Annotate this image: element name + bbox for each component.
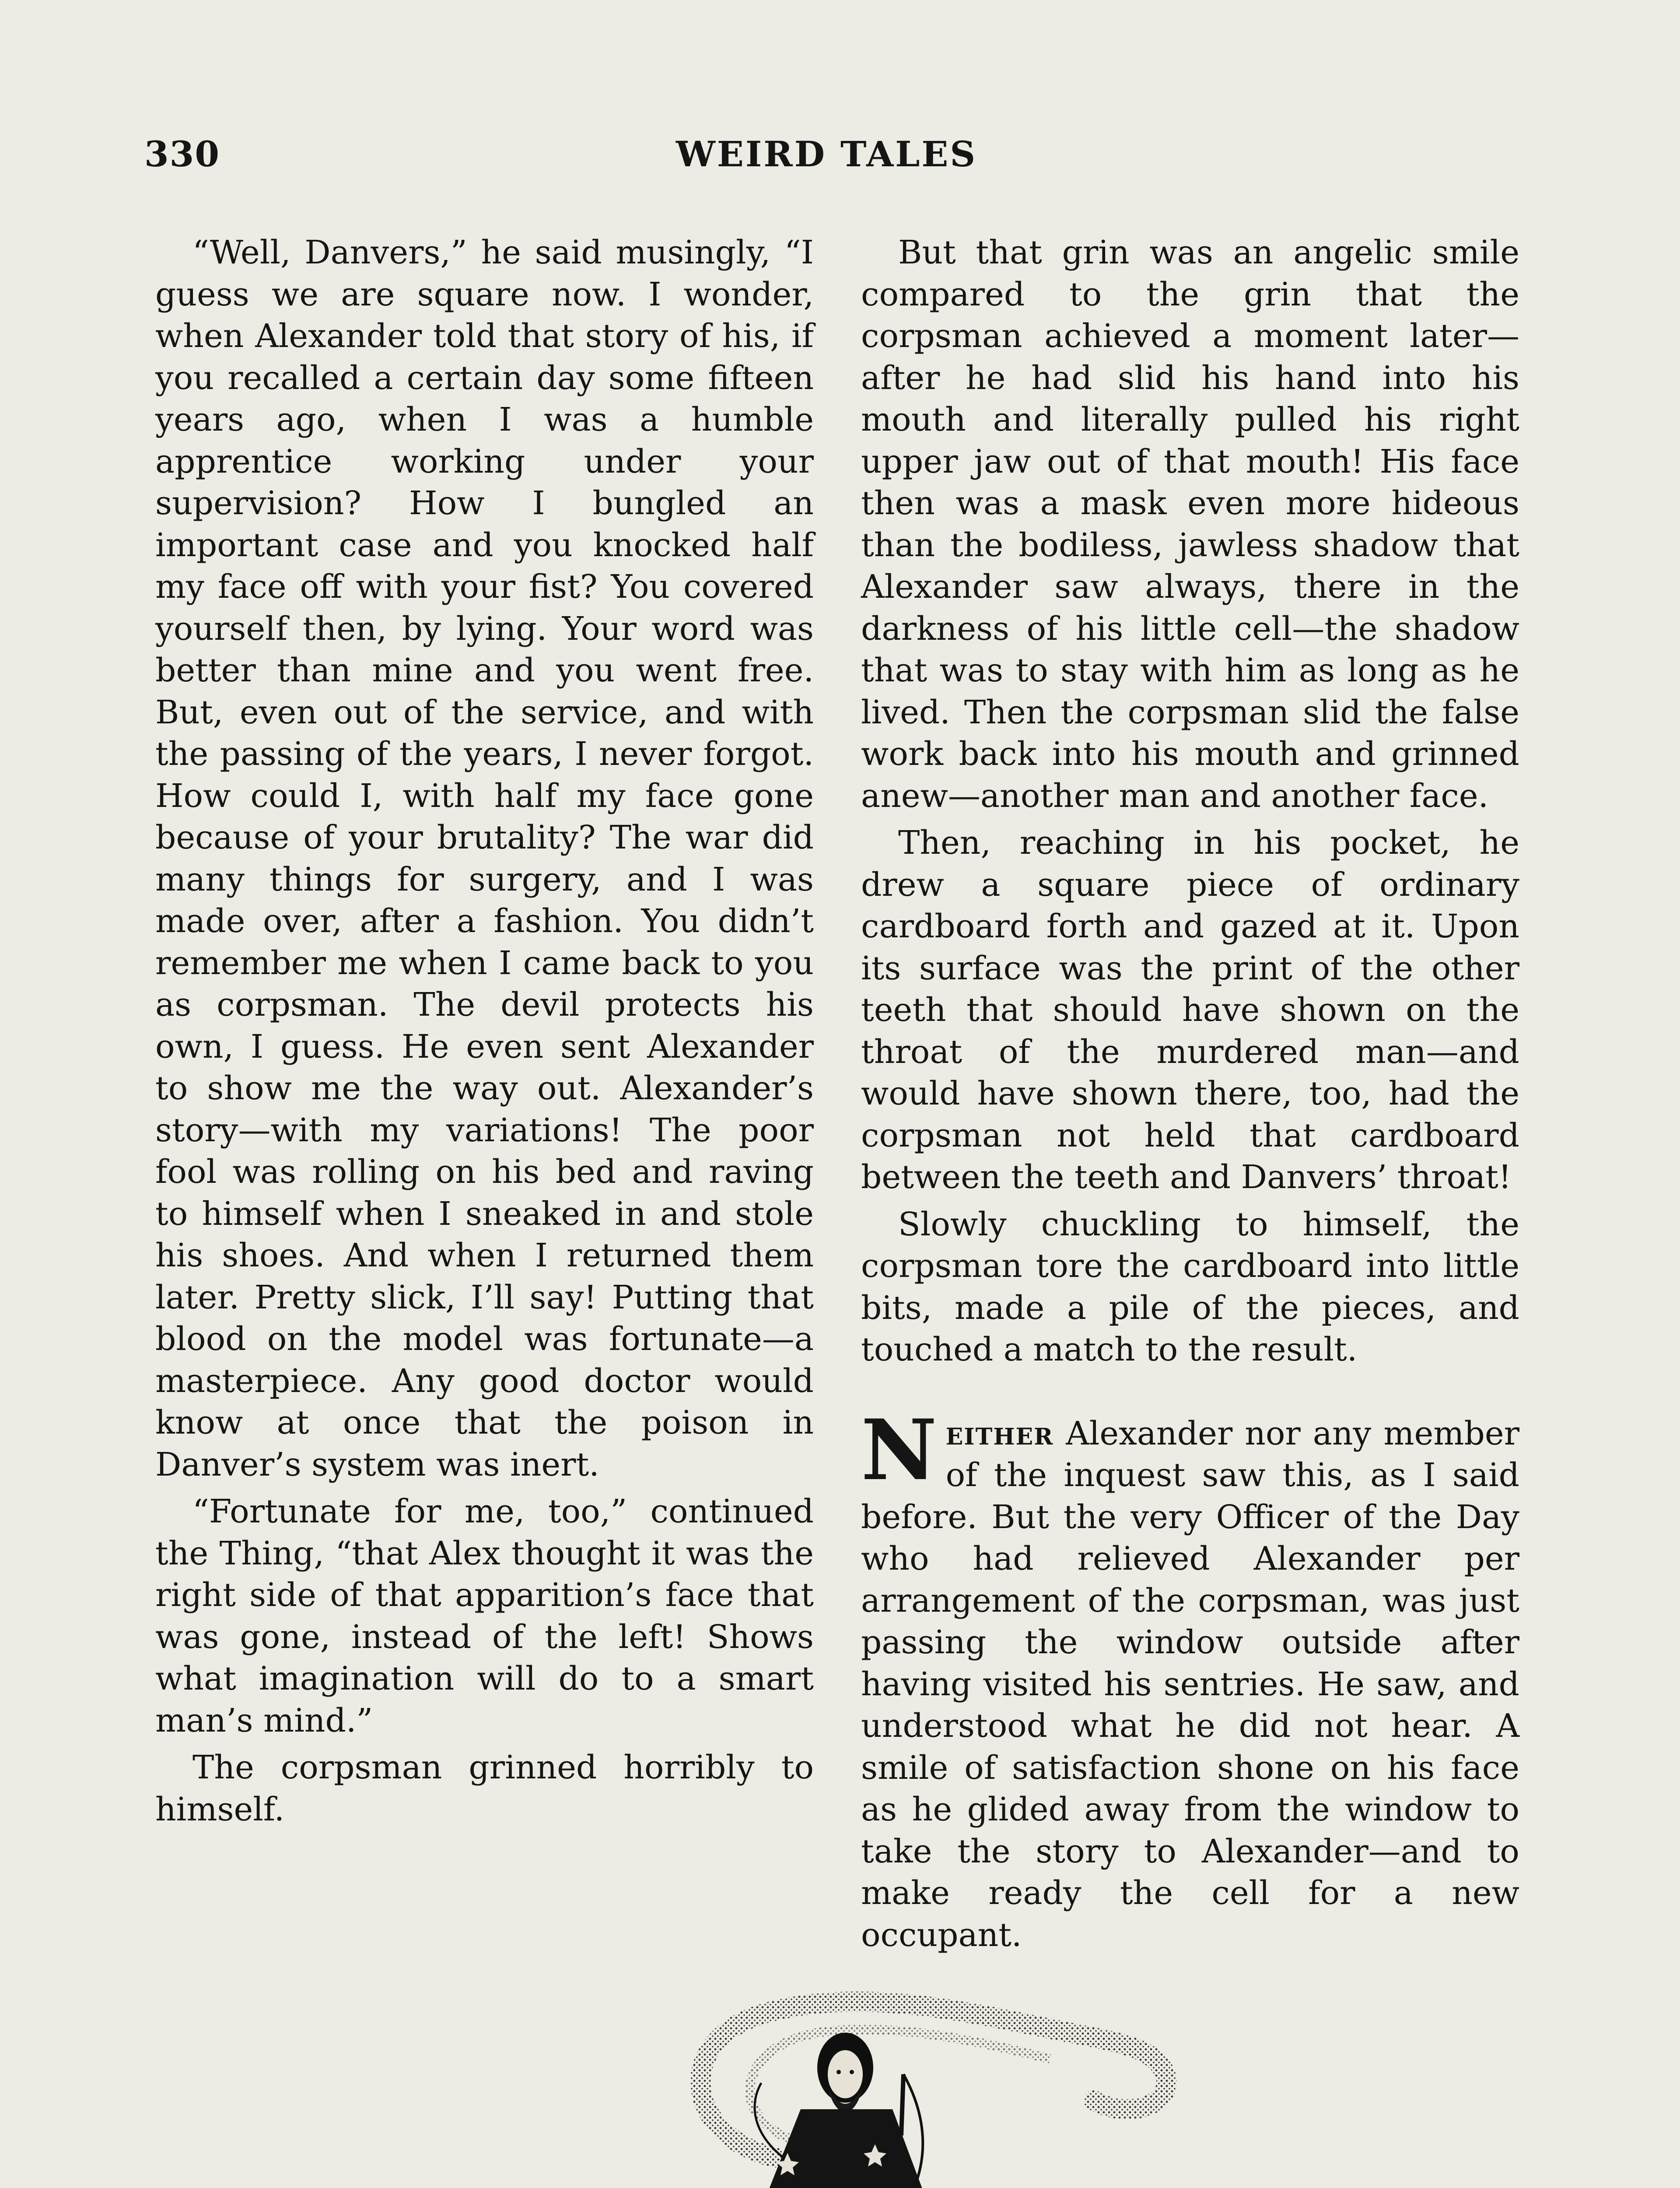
paragraph (861, 1401, 1519, 1957)
paragraph: Then, reaching in his pocket, he drew a square piece of ordinary cardboard forth and gazed at it. Upon its surface was the print of the other teeth that should have shown on the throat of the murdered man—and would have shown there, too, had the corpsman not held that cardboard between the teeth and Danvers’ throat! (861, 824, 1519, 1196)
paragraph: The corpsman grinned horribly to himself. (155, 1749, 814, 1828)
seated-figure-illustration (630, 1969, 1181, 2188)
section-break (861, 1371, 1519, 1413)
right-column (861, 232, 1519, 1956)
paragraph: But that grin was an angelic smile compared to the grin that the corpsman achieved a moment later—after he had slid his hand into his mouth and literally pulled his right upper jaw out of that mouth! His face then was a mask even more hideous than the bodiless, jawless shadow that Alexander saw always, there in the darkness of his little cell—the shadow that was to stay with him as long as he lived. Then the corpsman slid the false work back into his mouth and grinned anew—another man and another face. (861, 234, 1519, 815)
running-title: WEIRD TALES (676, 133, 977, 175)
left-column (155, 232, 814, 1830)
drop-cap: N (861, 1401, 937, 1499)
paragraph: “Well, Danvers,” he said musingly, “I guess we are square now. I wonder, when Alexander told that story of his, if you recalled a certain day some fifteen years ago, when I was a humble apprentice working under your supervision? How I bungled an important case and you knocked half my face off with your fist? You covered yourself then, by lying. Your word was better than mine and you went free. But, even out of the service, and with the passing of the years, I never forgot. How could I, with half my face gone because of your brutality? The war did many things for surgery, and I was made over, after a fashion. You didn’t remember me when I came back to you as corpsman. The devil protects his own, I guess. He even sent Alexander to show me the way out. Alexander’s story—with my variations! The poor fool was rolling on his bed and raving to himself when I sneaked in and stole his shoes. And when I returned them later. Pretty slick, I’ll say! Putting that blood on the model was fortunate—a masterpiece. Any good doctor would know at once that the poison in Danver’s system was inert. (155, 234, 814, 1483)
paragraph: Slowly chuckling to himself, the corpsman tore the cardboard into little bits, made a pile of the pieces, and touched a match to the result. (861, 1205, 1519, 1368)
small-caps-lead: either (945, 1414, 1054, 1452)
page-number: 330 (144, 133, 220, 175)
paragraph: “Fortunate for me, too,” continued the Thing, “that Alex thought it was the right side of that apparition’s face that was gone, instead of the left! Shows what imagination will do to a smart man’s mind.” (155, 1493, 814, 1739)
paragraph-text: Alexander nor any member of the inquest saw this, as I said before. But the very Officer of the Day who had relieved Alexander per arrangement of the corpsman, was just passing the window outside after having visited his sentries. He saw, and understood what he did not hear. A smile of satisfaction shone on his face as he glided away from the window to take the story to Alexander—and to make ready the cell for a new occupant. (861, 1414, 1519, 1954)
